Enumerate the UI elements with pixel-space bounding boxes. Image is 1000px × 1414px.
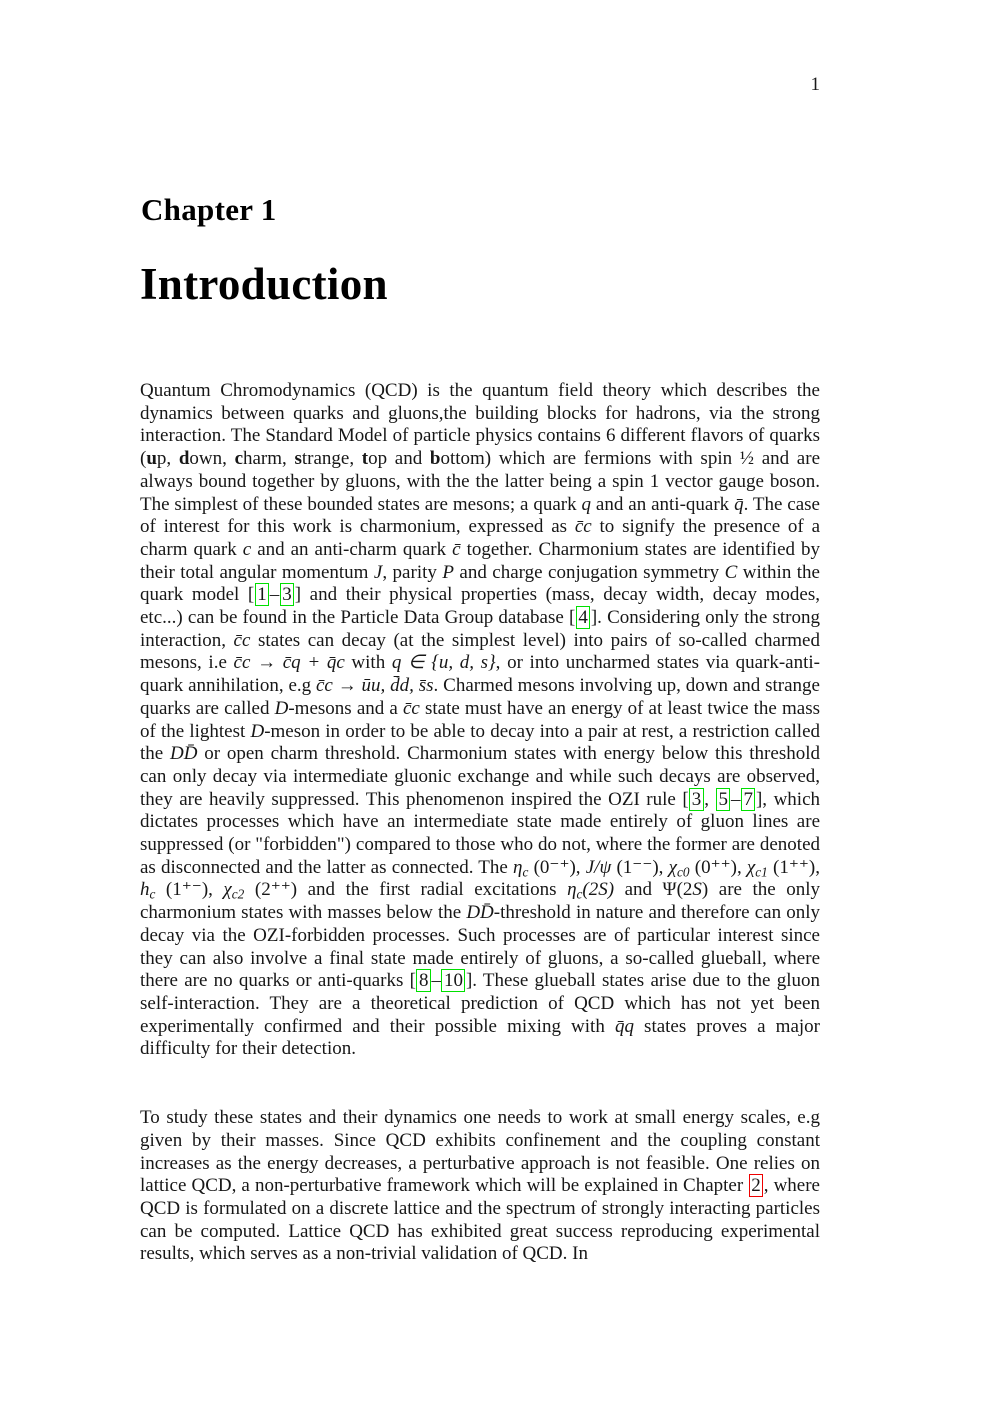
text-segment: χ (668, 856, 677, 878)
text-segment: ]. Considering only the strong interaction, (140, 607, 820, 651)
paragraph (140, 1107, 820, 1266)
text-segment: c̄c (402, 697, 420, 719)
text-segment: -mesons and a (288, 697, 403, 719)
text-segment: and are always bound together by gluons, with the the latter being a spin 1 vector gauge boson. The simplest of these bounded states are mesons; a quark (140, 448, 820, 515)
text-segment: D (274, 697, 289, 719)
text-segment: ] and their physical properties (mass, decay width, decay modes, etc...) can be found in the Particle Data Group database [ (140, 584, 820, 629)
citation-link[interactable]: 3 (689, 788, 704, 811)
citation-link[interactable]: 3 (280, 583, 295, 606)
text-segment: c1 (755, 864, 768, 880)
citation-link[interactable]: 5 (716, 788, 731, 811)
text-segment: q ∈ {u, d, s} (391, 652, 496, 674)
text-segment: states can decay (at the simplest level) into pairs of so-called charmed mesons, i.e (140, 629, 820, 674)
text-segment: s (294, 448, 302, 470)
text-segment: η (567, 879, 577, 901)
text-segment: u (146, 448, 157, 470)
text-segment: ) are the only charmonium states with masses below the (140, 879, 820, 924)
text-segment: To study these states and their dynamics one needs to work at small energy scales, e.g given by their masses. Since QCD exhibits confinement and the coupling constant increases as the energy decreases, a perturbative approach is not feasible. One relies on lattice QCD, a non-perturbative framework which will be explained in Chapter (140, 1107, 820, 1197)
text-segment: c2 (231, 887, 245, 903)
text-segment: S (692, 879, 702, 901)
paragraph (140, 380, 820, 1061)
text-segment: . Charmed mesons involving up, down and strange quarks are called (140, 675, 820, 719)
text-segment: -threshold in nature and therefore can only decay via the OZI-forbidden processes. Such processes are of particular interest since they can also involve a final state made entirely of gluons, a so-called glueball, where there are no quarks or anti-quarks [ (140, 902, 820, 992)
text-segment: c̄ (452, 538, 461, 560)
text-segment: , parity (382, 561, 443, 583)
text-segment: q (581, 493, 592, 515)
text-segment: (2⁺⁺) and the first radial excitations (244, 879, 568, 901)
text-segment: J/ψ (585, 856, 612, 878)
text-segment: or open charm threshold. Charmonium states with energy below this threshold can only decay via intermediate gluonic exchange and while such decays are observed, they are heavily suppressed. This phenomenon inspired the OZI rule [ (140, 743, 820, 810)
chapter-title: Introduction (140, 259, 388, 309)
text-segment: , where QCD is formulated on a discrete lattice and the spectrum of strongly interacting particles can be computed. Lattice QCD has exhibited great success reproducing experimental results, which serves as a non-trivial validation of QCD. In (140, 1175, 820, 1265)
text-segment: c0 (676, 864, 690, 880)
text-segment: within the quark model [ (140, 561, 820, 606)
text-segment: DD̄ (170, 743, 198, 765)
text-segment: h (140, 879, 150, 901)
text-segment: (0⁻⁺), (528, 856, 586, 878)
text-segment: d (178, 448, 190, 470)
text-segment: together. Charmonium states are identified by their total angular momentum (140, 538, 821, 583)
text-segment: b (429, 448, 441, 470)
text-segment: (0⁺⁺), (689, 856, 747, 878)
text-segment: p, (156, 448, 179, 470)
text-segment: c (522, 864, 529, 880)
text-segment: c̄c → c̄q + q̄c (233, 652, 345, 674)
text-segment: and charge conjugation symmetry (453, 561, 725, 583)
text-segment: c (149, 887, 156, 903)
text-segment: D (250, 720, 265, 742)
text-segment: c̄c (574, 516, 592, 538)
text-segment: trange, (301, 448, 362, 470)
text-segment: ], which dictates processes which have an intermediate state made entirely of gluon lines are suppressed (or "forbidden") compared to those who do not, where the former are denoted as disconnected and the latter as connected. The (140, 788, 821, 878)
text-segment: C (724, 561, 738, 583)
text-segment: to signify the presence of a charm quark (140, 516, 820, 560)
text-segment: state must have an energy of at least twice the mass of the lightest (140, 697, 820, 742)
text-segment: (1⁺⁺), (767, 856, 820, 878)
text-segment: , or into uncharmed states via quark-anti-quark annihilation, e.g (140, 652, 820, 697)
text-segment: χ (223, 879, 232, 901)
text-segment: . The case of interest for this work is charmonium, expressed as (140, 493, 820, 538)
text-segment: with (344, 652, 392, 674)
citation-link[interactable]: 8 (416, 969, 431, 992)
text-segment: q̄ (734, 493, 744, 515)
citation-link[interactable]: 1 (255, 583, 270, 606)
text-segment: (1⁻⁻), (611, 856, 669, 878)
text-segment: c (234, 448, 243, 470)
text-segment: and an anti-charm quark (251, 538, 453, 560)
text-segment: , (704, 788, 716, 810)
text-segment: η (513, 856, 523, 878)
text-segment: J (373, 561, 383, 583)
text-segment: q̄q (614, 1015, 634, 1037)
text-segment: – (730, 788, 741, 810)
text-segment: and an anti-quark (591, 493, 735, 515)
text-segment: ottom) which are fermions with spin (440, 448, 740, 470)
text-segment: Quantum Chromodynamics (QCD) is the quantum field theory which describes the dynamics between quarks and gluons,the building blocks for hadrons, via the strong interaction. The Standard Model of particle physics contains 6 different flavors of quarks ( (140, 380, 820, 470)
text-segment: c̄c (233, 629, 251, 651)
text-segment: – (269, 584, 280, 606)
citation-link[interactable]: 10 (441, 969, 465, 992)
text-segment: c (576, 887, 583, 903)
chapter-ref-link[interactable]: 2 (749, 1174, 764, 1197)
text-segment: ]. These glueball states arise due to the gluon self-interaction. They are a theoretical prediction of QCD which has not yet been experimentally confirmed and their possible mixing with (140, 970, 820, 1037)
text-segment: own, (189, 448, 235, 470)
page-number: 1 (810, 74, 820, 95)
text-segment: states proves a major difficulty for their detection. (140, 1015, 820, 1060)
text-segment: t (361, 448, 369, 470)
text-segment: ½ (739, 448, 755, 470)
text-segment: c (242, 538, 252, 560)
text-segment: (2S) (582, 879, 615, 901)
chapter-heading: Chapter 1 (141, 192, 277, 227)
paragraphs (140, 380, 820, 1266)
text-segment: op and (368, 448, 430, 470)
text-segment: P (442, 561, 454, 583)
text-segment: and Ψ(2 (614, 879, 693, 901)
text-segment: harm, (243, 448, 295, 470)
text-segment: – (431, 970, 441, 992)
text-segment: DD̄ (466, 902, 494, 924)
citation-link[interactable]: 7 (741, 788, 756, 811)
text-segment: -meson in order to be able to decay into a pair at rest, a restriction called the (140, 720, 820, 765)
text-segment: c̄c → ūu, d̄d, s̄s (316, 675, 434, 697)
text-segment: χ (746, 856, 756, 878)
text-segment: (1⁺⁻), (155, 879, 224, 901)
citation-link[interactable]: 4 (576, 606, 591, 629)
